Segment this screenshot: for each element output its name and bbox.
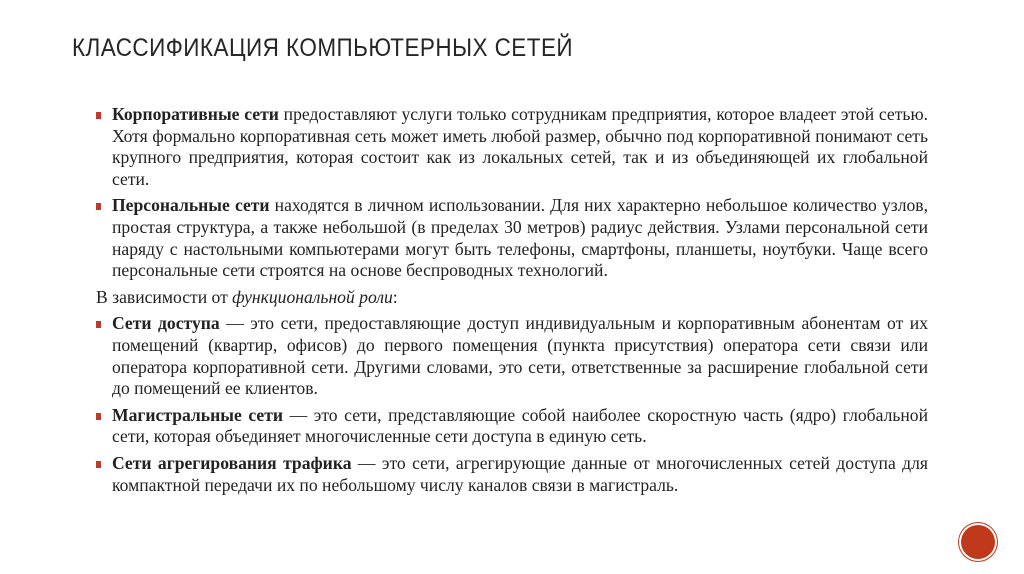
bullet-icon <box>96 321 101 328</box>
list-item-corporate <box>96 104 928 190</box>
definition: находятся в личном использовании. Для них характерно небольшое количество узлов, простая структура, а также небольшой (в пределах 30 метров) радиус действия. Узлами персональной сети наряду с настольными компьютерами могут быть телефоны, смартфоны, планшеты, ноутбуки. Чаще всего персональные сети строятся на основе беспроводных технологий. <box>112 195 928 281</box>
definition: предоставляют услуги только сотрудникам предприятия, которое владеет этой сетью. Хотя формально корпоративная сеть может иметь любой размер, обычно под корпоративной понимают сеть крупного предприятия, которая состоит как из локальных сетей, так и из объединяющей их глобальной сети. <box>112 104 928 189</box>
slide-title: КЛАССИФИКАЦИЯ КОМПЬЮТЕРНЫХ СЕТЕЙ <box>72 34 574 62</box>
term: Сети агрегирования трафика <box>112 452 352 473</box>
list-item-backbone <box>96 405 928 448</box>
intro-prefix: В зависимости от <box>96 286 233 307</box>
slide-content <box>96 104 928 501</box>
bullet-icon <box>96 461 101 468</box>
list-item-access <box>96 313 928 399</box>
bullet-icon <box>96 112 101 119</box>
intro-suffix: : <box>392 286 398 307</box>
list-item-personal <box>96 195 928 281</box>
definition: — это сети, представляющие собой наиболее скоростную часть (ядро) глобальной сети, которая объединяет многочисленные сети доступа в единую сеть. <box>112 404 928 447</box>
term: Сети доступа <box>112 313 220 334</box>
term: Корпоративные сети <box>112 104 279 124</box>
term: Персональные сети <box>112 195 270 216</box>
bullet-icon <box>96 203 101 210</box>
list-item-aggregation <box>96 453 928 496</box>
bullet-icon <box>96 413 101 420</box>
term: Магистральные сети <box>112 404 283 425</box>
slide-nav-button[interactable] <box>959 523 997 561</box>
definition: — это сети, агрегирующие данные от многочисленных сетей доступа для компактной передачи их по небольшому числу каналов связи в магистраль. <box>112 452 928 495</box>
definition: — это сети, предоставляющие доступ индивидуальным и корпоративным абонентам от их помещений (квартир, офисов) до первого помещения (пункта присутствия) оператора сети связи или оператора корпоративной сети. Другими словами, это сети, ответственные за расширение глобальной сети до помещений ее клиентов. <box>112 313 928 399</box>
intro-italic: функциональной роли <box>232 286 393 307</box>
intro-text <box>96 287 928 309</box>
